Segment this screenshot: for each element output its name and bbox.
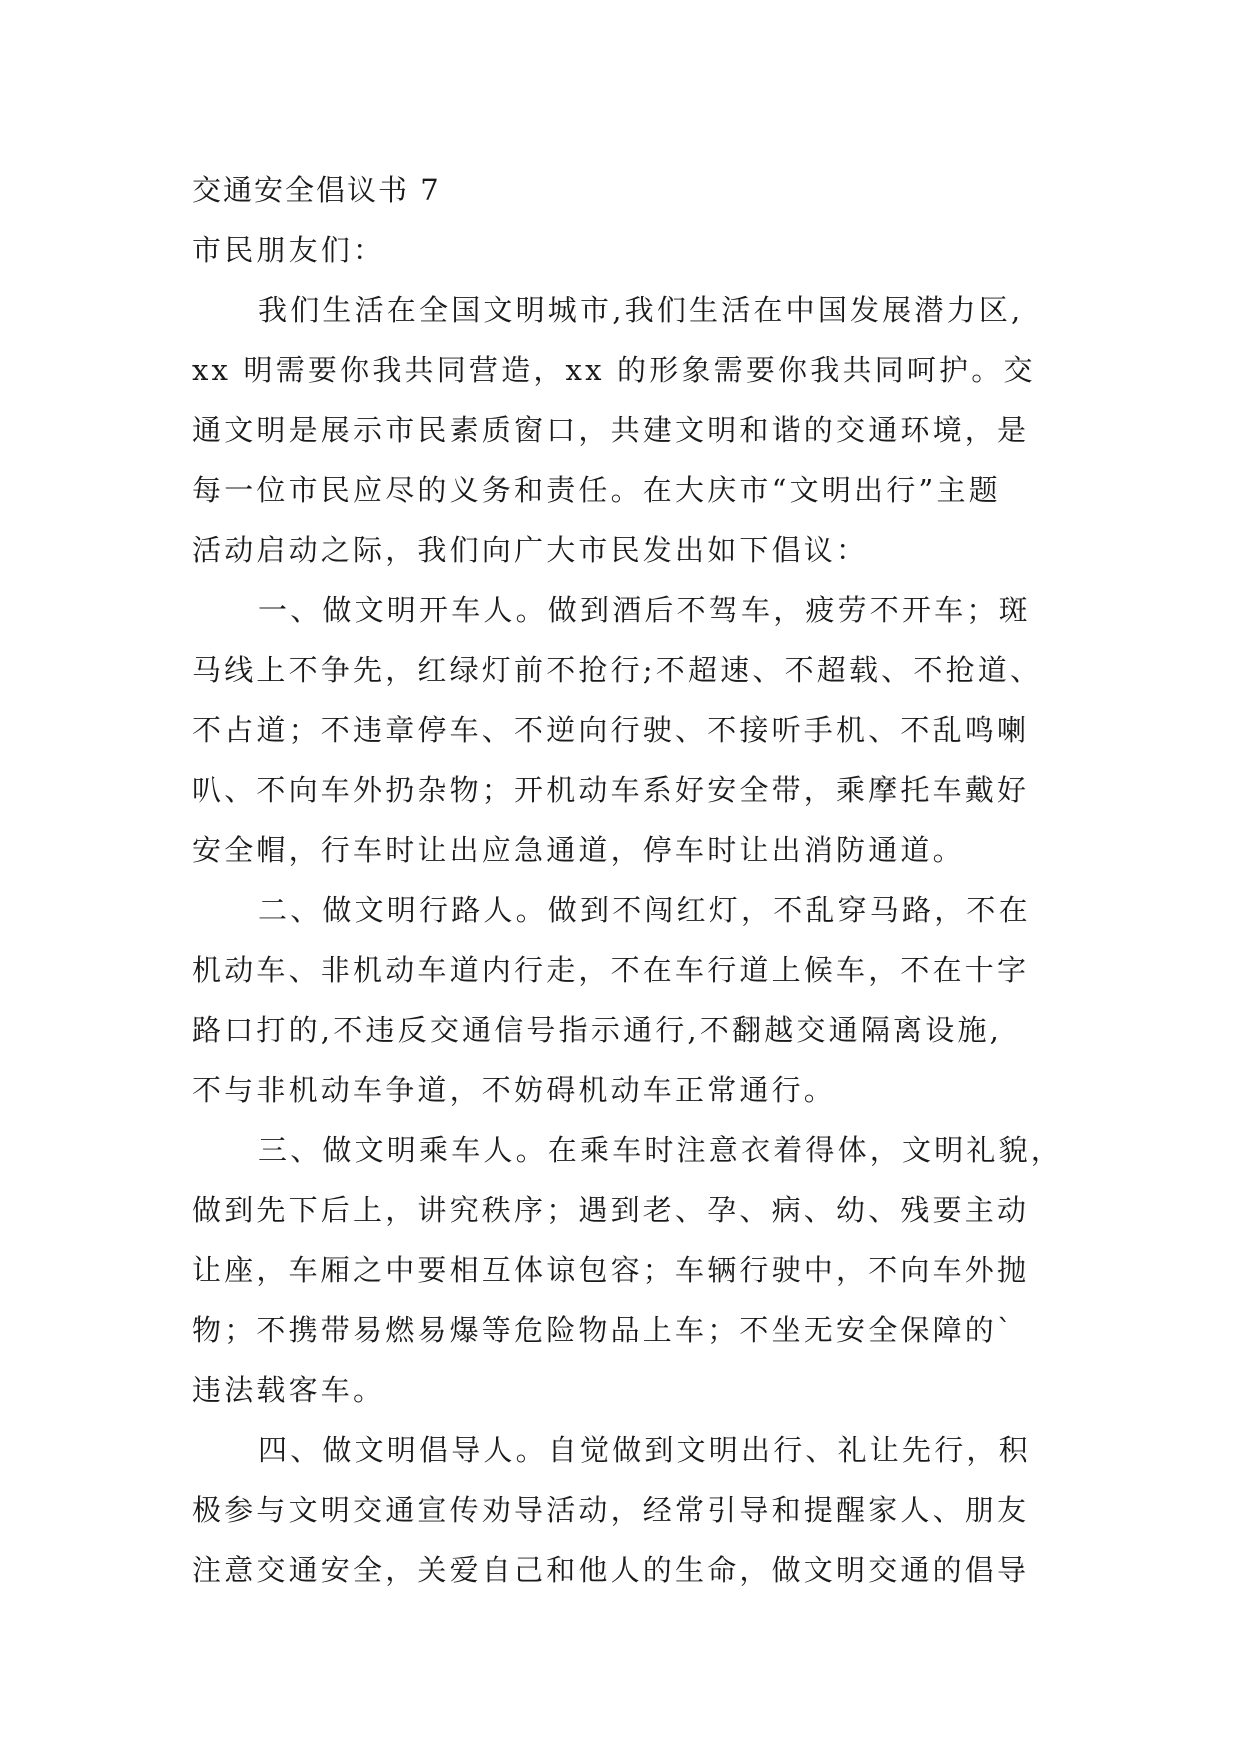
document-title: 交通安全倡议书 7 bbox=[192, 173, 441, 207]
paragraph-line: 做到先下后上，讲究秩序；遇到老、孕、病、幼、残要主动 bbox=[192, 1193, 1030, 1227]
salutation: 市民朋友们： bbox=[192, 233, 386, 267]
paragraph-3 bbox=[192, 880, 1072, 1120]
paragraph-line: 通文明是展示市民素质窗口，共建文明和谐的交通环境，是 bbox=[192, 413, 1030, 447]
paragraph-line: 机动车、非机动车道内行走，不在车行道上候车，不在十字 bbox=[192, 953, 1030, 987]
paragraph-line: 不与非机动车争道，不妨碍机动车正常通行。 bbox=[192, 1073, 837, 1107]
paragraph-line: 四、做文明倡导人。自觉做到文明出行、礼让先行，积 bbox=[258, 1433, 1031, 1467]
paragraph-line: 注意交通安全，关爱自己和他人的生命，做文明交通的倡导 bbox=[192, 1553, 1030, 1587]
paragraph-line: 每一位市民应尽的义务和责任。在大庆市“文明出行”主题 bbox=[192, 473, 1001, 507]
paragraph-2 bbox=[192, 580, 1072, 880]
paragraph-line: 极参与文明交通宣传劝导活动，经常引导和提醒家人、朋友 bbox=[192, 1493, 1030, 1527]
paragraph-line: 不占道；不违章停车、不逆向行驶、不接听手机、不乱鸣喇 bbox=[192, 713, 1030, 747]
paragraph-line: 二、做文明行路人。做到不闯红灯，不乱穿马路，不在 bbox=[258, 893, 1031, 927]
paragraph-line: 叭、不向车外扔杂物；开机动车系好安全带，乘摩托车戴好 bbox=[192, 773, 1030, 807]
paragraph-line: 让座，车厢之中要相互体谅包容；车辆行驶中，不向车外抛 bbox=[192, 1253, 1030, 1287]
paragraph-line: 物；不携带易燃易爆等危险物品上车；不坐无安全保障的` bbox=[192, 1313, 1015, 1347]
paragraph-5 bbox=[192, 1420, 1072, 1600]
paragraph-line: 路口打的,不违反交通信号指示通行,不翻越交通隔离设施, bbox=[192, 1013, 1003, 1047]
paragraph-line: 马线上不争先，红绿灯前不抢行;不超速、不超载、不抢道、 bbox=[192, 653, 1043, 687]
paragraph-1 bbox=[192, 280, 1072, 580]
paragraph-line: 我们生活在全国文明城市,我们生活在中国发展潜力区, bbox=[258, 293, 1024, 327]
paragraph-line: xx 明需要你我共同营造，xx 的形象需要你我共同呵护。交 bbox=[192, 353, 1036, 387]
paragraph-line: 一、做文明开车人。做到酒后不驾车，疲劳不开车；斑 bbox=[258, 593, 1031, 627]
document-body bbox=[192, 160, 1072, 1600]
paragraph-line: 安全帽，行车时让出应急通道，停车时让出消防通道。 bbox=[192, 833, 965, 867]
paragraph-line: 违法载客车。 bbox=[192, 1373, 386, 1407]
paragraph-line: 活动启动之际，我们向广大市民发出如下倡议： bbox=[192, 533, 869, 567]
paragraph-line: 三、做文明乘车人。在乘车时注意衣着得体，文明礼貌， bbox=[258, 1133, 1064, 1167]
paragraph-4 bbox=[192, 1120, 1072, 1420]
